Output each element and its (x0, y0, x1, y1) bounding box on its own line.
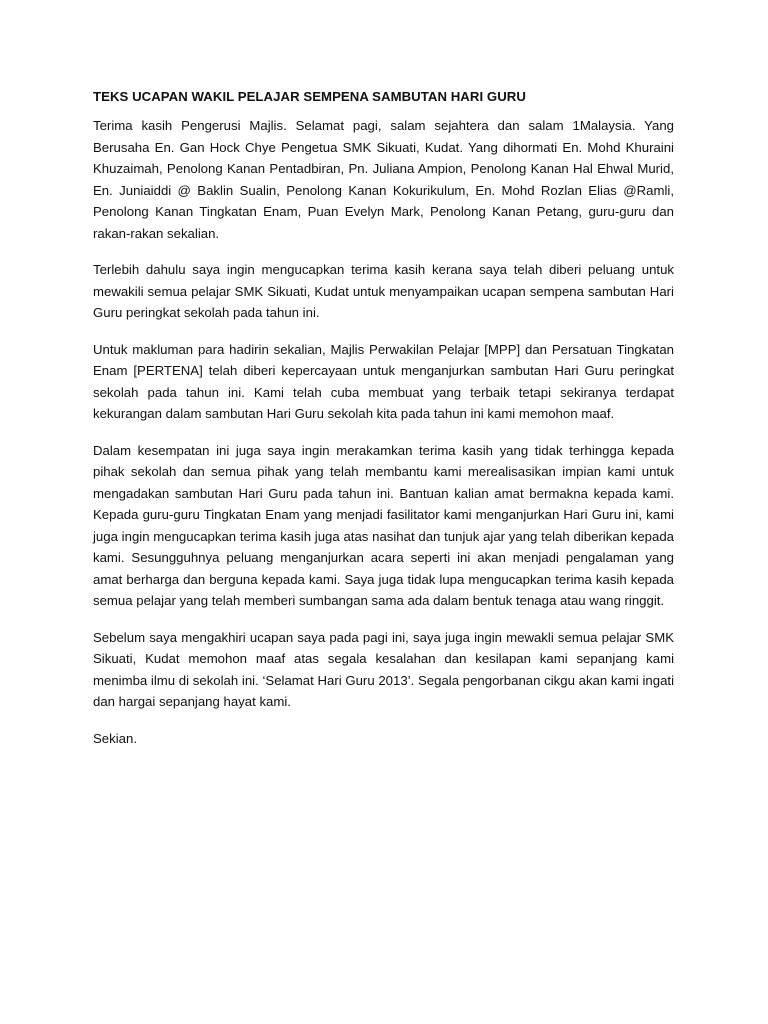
paragraph-organizers: Untuk makluman para hadirin sekalian, Majlis Perwakilan Pelajar [MPP] dan Persatuan Tingkatan Enam [PERTENA] telah diberi kepercayaan untuk menganjurkan sambutan Hari Guru peringkat sekolah pada tahun ini. Kami telah cuba membuat yang terbaik tetapi sekiranya terdapat kekurangan dalam sambutan Hari Guru sekolah kita pada tahun ini kami memohon maaf. (93, 341, 674, 421)
closing-text: Sekian. (93, 730, 137, 746)
paragraph-conclusion: Sebelum saya mengakhiri ucapan saya pada pagi ini, saya juga ingin mewakli semua pelajar SMK Sikuati, Kudat memohon maaf atas segala kesalahan dan kesilapan kami sepanjang kami menimba ilmu di sekolah ini. ‘Selamat Hari Guru 2013’. Segala pengorbanan cikgu akan kami ingati dan hargai sepanjang hayat kami. (93, 629, 674, 709)
document-title: TEKS UCAPAN WAKIL PELAJAR SEMPENA SAMBUTAN HARI GURU (93, 89, 526, 104)
paragraph-greeting: Terima kasih Pengerusi Majlis. Selamat pagi, salam sejahtera dan salam 1Malaysia. Yang Berusaha En. Gan Hock Chye Pengetua SMK Sikuati, Kudat. Yang dihormati En. Mohd Khuraini Khuzaimah, Penolong Kanan Pentadbiran, Pn. Juliana Ampion, Penolong Kanan Hal Ehwal Murid, En. Juniaiddi @ Baklin Sualin, Penolong Kanan Kokurikulum, En. Mohd Rozlan Elias @Ramli, Penolong Kanan Tingkatan Enam, Puan Evelyn Mark, Penolong Kanan Petang, guru-guru dan rakan-rakan sekalian. (93, 118, 674, 241)
paragraph-thanks: Terlebih dahulu saya ingin mengucapkan terima kasih kerana saya telah diberi peluang untuk mewakili semua pelajar SMK Sikuati, Kudat untuk menyampaikan ucapan sempena sambutan Hari Guru peringkat sekolah pada tahun ini. (93, 262, 674, 320)
paragraph-appreciation: Dalam kesempatan ini juga saya ingin merakamkan terima kasih yang tidak terhingga kepada pihak sekolah dan semua pihak yang telah membantu kami merealisasikan impian kami untuk mengadakan sambutan Hari Guru pada tahun ini. Bantuan kalian amat bermakna kepada kami. Kepada guru-guru Tingkatan Enam yang menjadi fasilitator kami menganjurkan Hari Guru ini, kami juga ingin mengucapkan terima kasih juga atas nasihat dan tunjuk ajar yang telah diberikan kepada kami. Sesungguhnya peluang menganjurkan acara seperti ini akan menjadi pengalaman yang amat berharga dan berguna kepada kami. Saya juga tidak lupa mengucapkan terima kasih kepada semua pelajar yang telah memberi sumbangan sama ada dalam bentuk tenaga atau wang ringgit. (93, 442, 674, 608)
